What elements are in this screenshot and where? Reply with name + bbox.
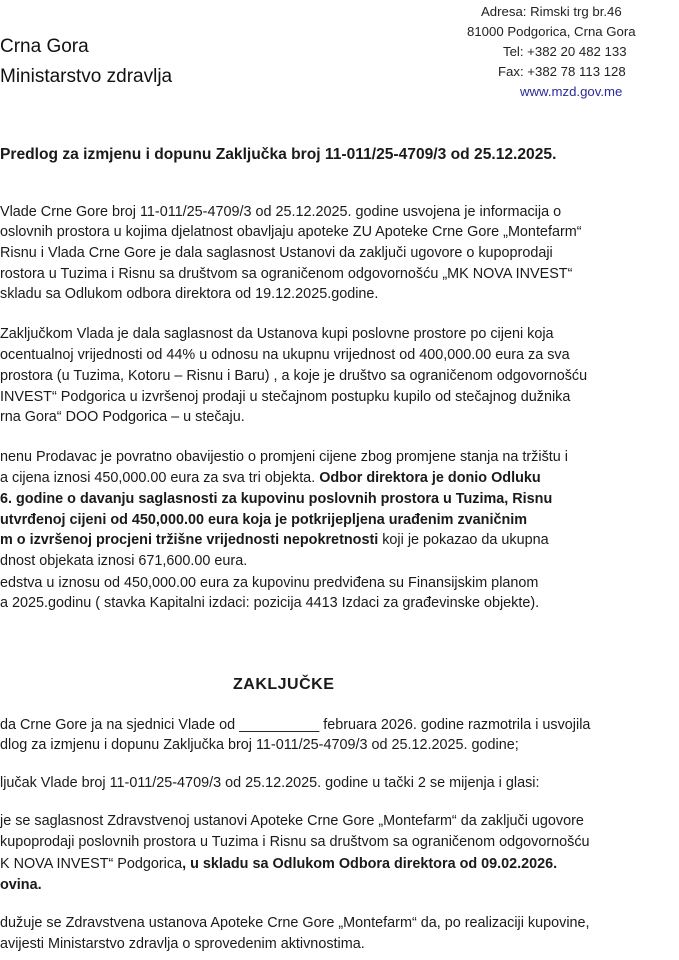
- document-title: Predlog za izmjenu i dopunu Zaključka broj 11-011/25-4709/3 od 25.12.2025.: [0, 146, 557, 163]
- bold-segment: , u skladu sa Odlukom Odbora direktora od 09.02.2026.: [182, 856, 558, 872]
- text-line: avijesti Ministarstvo zdravlja o sprovedenim aktivnostima.: [0, 936, 365, 952]
- text-line: rna Gora“ DOO Podgorica – u stečaju.: [0, 409, 245, 425]
- text-line: [0, 470, 541, 486]
- text-line: prostora (u Tuzima, Kotoru – Risnu i Baru) , a koje je društvo sa ograničenom odgovornošću: [0, 368, 588, 384]
- text-line: a 2025.godinu ( stavka Kapitalni izdaci: pozicija 4413 Izdaci za građevinske objekte).: [0, 595, 540, 611]
- text-line: dlog za izmjenu i dopunu Zaključka broj 11-011/25-4709/3 od 25.12.2025. godine;: [0, 737, 519, 753]
- section-heading: ZAKLJUČKE: [233, 676, 335, 693]
- bold-segment: m o izvršenoj procjeni tržišne vrijednosti nepokretnosti: [0, 532, 379, 548]
- text-line: INVEST“ Podgorica u izvršenoj prodaji u stečajnom postupku kupilo od stečajnog dužnika: [0, 389, 571, 405]
- text-line: Vlade Crne Gore broj 11-011/25-4709/3 od 25.12.2025. godine usvojena je informacija o: [0, 204, 562, 220]
- ministry-name: Ministarstvo zdravlja: [0, 66, 173, 87]
- text-line: dužuje se Zdravstvena ustanova Apoteke Crne Gore „Montefarm“ da, po realizaciji kupovine,: [0, 915, 590, 931]
- text-segment: a cijena iznosi 450,000.00 eura za sva tri objekta.: [0, 470, 320, 486]
- text-segment: K NOVA INVEST“ Podgorica: [0, 856, 183, 872]
- bold-text-line: utvrđenoj cijeni od 450,000.00 eura koja je potkrijepljena urađenim zvaničnim: [0, 512, 528, 528]
- bold-text-line: ovina.: [0, 877, 42, 893]
- text-line: [0, 532, 549, 548]
- text-line: oslovnih prostora u kojima djelatnost obavljaju apoteke ZU Apoteke Crne Gore „Montefarm“: [0, 224, 582, 240]
- bold-text-line: 6. godine o davanju saglasnosti za kupovinu poslovnih prostora u Tuzima, Risnu: [0, 491, 553, 507]
- bold-segment: Odbor direktora je donio Odluku: [319, 470, 541, 486]
- text-line: nenu Prodavac je povratno obavijestio o promjeni cijene zbog promjene stanja na tržištu i: [0, 449, 568, 465]
- text-segment: koji je pokazao da ukupna: [378, 532, 549, 548]
- address-city: 81000 Podgorica, Crna Gora: [467, 24, 636, 39]
- text-line: Zaključkom Vlada je dala saglasnost da Ustanova kupi poslovne prostore po cijeni koja: [0, 326, 554, 342]
- text-line: rostora u Tuzima i Risnu sa društvom sa ograničenom odgovornošću „MK NOVA INVEST“: [0, 266, 573, 282]
- text-line: je se saglasnost Zdravstvenoj ustanovi Apoteke Crne Gore „Montefarm“ da zaključi ugovore: [0, 813, 584, 829]
- country-name: Crna Gora: [0, 36, 89, 57]
- website-link[interactable]: www.mzd.gov.me: [520, 84, 623, 99]
- address-street: Adresa: Rimski trg br.46: [481, 4, 622, 19]
- address-fax: Fax: +382 78 113 128: [498, 64, 626, 79]
- text-line: [0, 856, 557, 872]
- text-line: da Crne Gore ja na sjednici Vlade od __________ februara 2026. godine razmotrila i usvojila: [0, 717, 591, 733]
- text-line: skladu sa Odlukom odbora direktora od 19.12.2025.godine.: [0, 286, 379, 302]
- text-line: ocentualnoj vrijednosti od 44% u odnosu na ukupnu vrijednost od 400,000.00 eura za sva: [0, 347, 570, 363]
- text-line: kupoprodaji poslovnih prostora u Tuzima i Risnu sa društvom sa ograničenom odgovornošću: [0, 834, 590, 850]
- text-line: dnost objekata iznosi 671,600.00 eura.: [0, 553, 248, 569]
- text-line: edstva u iznosu od 450,000.00 eura za kupovinu predviđena su Finansijskim planom: [0, 575, 539, 591]
- text-line: Risnu i Vlada Crne Gore je dala saglasnost Ustanovi da zaključi ugovore o kupoprodaji: [0, 245, 553, 261]
- address-phone: Tel: +382 20 482 133: [503, 44, 627, 59]
- text-line: ljučak Vlade broj 11-011/25-4709/3 od 25.12.2025. godine u tački 2 se mijenja i glasi:: [0, 775, 540, 791]
